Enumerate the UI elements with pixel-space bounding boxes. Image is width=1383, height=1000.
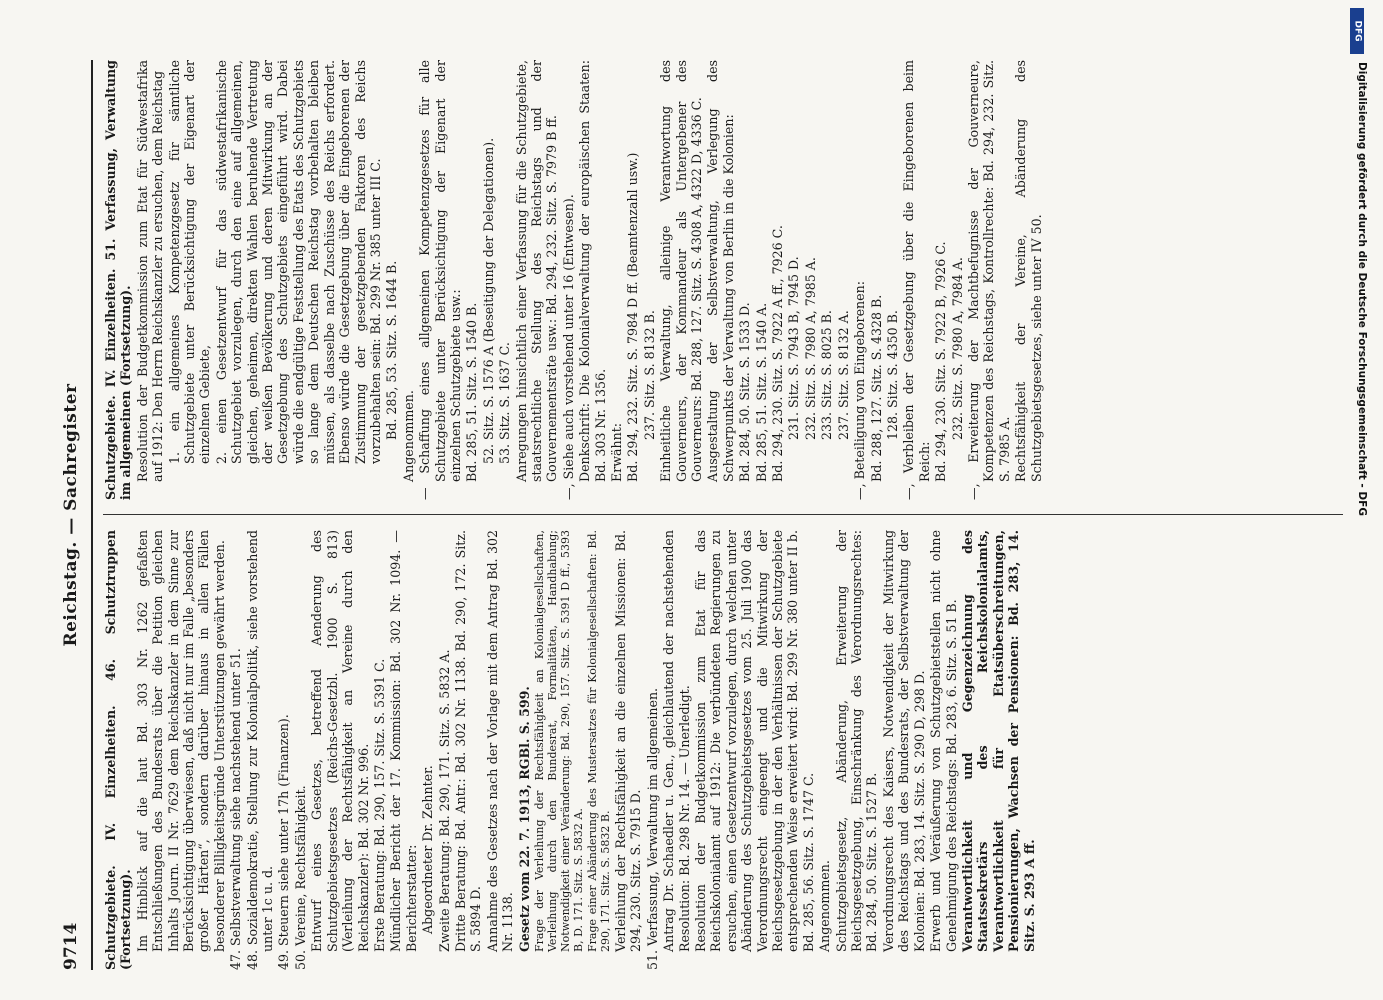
register-entry: 237. Sitz. S. 8132 B. [641,310,657,440]
left-column [103,530,1038,970]
register-entry: 2. einen Gesetzentwurf für das südwestafrikanische Schutzgebiet vorzulegen, durch den eine auf allgemeinen, gleichen, geheimen, direkten Wahlen beruhende Vertretung der weißen Bevölkerung und deren Mitwirkung an der Gesetzgebung des Schutzgebiets eingeführt wird. Dabei würde die endgültige Feststellung des Etats des Schutzgebiets so lange dem Deutschen Reichstag vorbehalten bleiben müssen, als dasselbe nach Zuschüsse des Reichs erfordert. Ebenso würde die Gesetzgebung über die Eingeborenen der Zustimmung der gesetzgebenden Faktoren des Reichs vorzubehalten sein: Bd. 299 Nr. 385 unter III C. [213,60,383,464]
register-entry: Anregungen hinsichtlich einer Verfassung für die Schutzgebiete, staatsrechtliche Stellung des Reichstags und der Gouvernementsräte usw.: Bd. 294, 232. Sitz. S. 7979 B ff. [513,60,560,482]
register-entry: Dritte Beratung: Bd. Antr.: Bd. 302 Nr. 1138. Bd. 290, 172. Sitz. S. 5894 D. [452,530,484,952]
register-entry: Verleihung der Rechtsfähigkeit an die einzelnen Missionen: Bd. 294, 230. Sitz. S. 7915 D. [612,530,644,952]
sidebar [1346,0,1383,1000]
register-entry: 53. Sitz. S. 1637 C. [497,342,513,464]
register-entry: Bd. 288, 127. Sitz. S. 4328 B. [868,294,884,482]
page-title: Reichstag. — Sachregister [61,383,81,647]
rotated-page-content [55,60,1365,970]
register-entry: Bd. 284, 50. Sitz. S. 1533 D. [737,302,753,482]
column-divider [103,514,1343,515]
register-entry: Schutzgebiete. IV. Einzelheiten. 51. Verfassung, Verwaltung im allgemeinen (Fortsetzung). [103,60,134,500]
register-entry: 1. ein allgemeines Kompetenzgesetz für sämtliche Schutzgebiete unter Berücksichtigung der Eigenart der einzelnen Gebiete, [166,60,213,464]
register-entry: Resolution der Budgetkommission zum Etat für Südwestafrika auf 1912: Den Herrn Reichskanzler zu ersuchen, dem Reichstag [134,60,166,482]
register-entry: —, Verbleiben der Gesetzgebung über die Eingeborenen beim Reich: [901,60,932,500]
register-entry: 232. Sitz. S. 7980 A, 7985 A. [802,257,818,440]
register-entry: Einheitliche Verwaltung, alleinige Verantwortung des Gouverneurs, der Kommandeur als Untergebener des Gouverneurs: Bd. 288, 127. Sitz. S. 4308 A, 4322 D, 4336 C. [658,60,705,482]
register-entry: Verantwortlichkeit und Gegenzeichnung des Staatssekretärs des Reichskolonialamts, Verantwortlichkeit für Etatsüberschreitungen, Pensionierungen, Wachsen der Pensionen: Bd. 283, 14. Sitz. S. 293 A ff. [959,530,1037,952]
register-entry: Mündlicher Bericht der 17. Kommission: Bd. 302 Nr. 1094. — Berichterstatter: [388,530,419,952]
right-column [103,60,1045,500]
register-entry: 48. Sozialdemokratie, Stellung zur Kolonialpolitik, siehe vorstehend unter 1c u. d. [244,530,276,970]
register-entry: 233. Sitz. S. 8025 B. [819,310,835,440]
register-entry: 52. Sitz. S. 1576 A (Beseitigung der Delegationen). [480,137,496,464]
register-entry: Erwerb und Veräußerung von Schutzgebietstellen nicht ohne Genehmigung des Reichstags: Bd. 283, 6. Sitz. S. 51 B. [928,530,959,952]
register-entry: Gesetz vom 22. 7. 1913, RGBl. S. 599. [516,686,532,952]
register-entry: Im Hinblick auf die laut Bd. 303 Nr. 1262 gefaßten Entschließungen des Bundesrats über die Petition gleichen Inhalts Journ. II Nr. 7629 dem Reichskanzler in dem Sinne zur Berücksichtigung überwiesen, daß nicht nur im Falle „besonders großer Härten“, sondern darüber hinaus in allen Fällen besonderer Billigkeitsgründe Unterstützungen gewährt werden. [134,530,227,952]
register-entry: Bd. 294, 230. Sitz. S. 7922 A ff., 7926 C. [770,225,786,482]
register-entry: —, Erweiterung der Machtbefugnisse der Gouverneure, Kompetenzen des Reichstags, Kontrollrechte: Bd. 294, 232. Sitz. S. 7985 A. [965,60,1012,500]
register-entry: Bd. 285, 51. Sitz. S. 1540 A. [753,302,769,482]
register-entry: Angenommen. [817,860,833,952]
register-entry: Entwurf eines Gesetzes, betreffend Aenderung des Schutzgebietsgesetzes (Reichs-Gesetzbl. 1900 S. 813) (Verleihung der Rechtsfähigkeit an Vereine durch den Reichskanzler): Bd. 302 Nr. 996. [309,530,371,952]
register-entry: —, Siehe auch vorstehend unter 16 (Entwesen). [560,194,576,500]
register-entry: Erwähnt: [609,422,624,482]
digitization-credit: Digitalisierung gefördert durch die Deutsche Forschungsgemeinschaft - DFG [1356,62,1368,516]
register-entry: Verordnungsrecht des Kaisers, Notwendigkeit der Mitwirkung des Reichstags und des Bundesrats, der Selbstverwaltung der Kolonien: Bd. 283, 14. Sitz. S. 290 D, 298 D. [880,530,927,952]
register-entry: 128. Sitz. S. 4350 B. [884,310,900,440]
dfg-logo: DFG [1350,8,1364,54]
page-header [55,60,95,970]
register-entry: Zweite Beratung: Bd. 290, 171. Sitz. S. 5832 A. [436,649,452,952]
register-entry: Bd. 294, 232. Sitz. S. 7984 D ff. (Beamtenzahl usw.) [625,152,641,482]
register-entry: — Schaffung eines allgemeinen Kompetenzgesetzes für alle Schutzgebiete unter Berücksichtigung der Eigenart der einzelnen Schutzgebiete usw.: [417,60,463,500]
register-entry: 47. Selbstverwaltung siehe nachstehend unter 51. [228,648,244,970]
header-rule [91,60,93,970]
register-entry: Antrag Dr. Schaedler u. Gen., gleichlautend der nachstehenden Resolution: Bd. 298 Nr. 14. — Unerledigt. [661,530,692,952]
register-entry: Annahme des Gesetzes nach der Vorlage mit dem Antrag Bd. 302 Nr. 1138. [484,530,516,952]
register-entry: Frage einer Abänderung des Mustersatzes für Kolonialgesellschaften: Bd. 290, 171. Sitz. S. 5832 B. [585,530,612,952]
register-entry: Erste Beratung: Bd. 290, 157. Sitz. S. 5391 C. [371,658,387,952]
register-entry: 237. Sitz. S. 8132 A. [835,310,851,440]
register-entry: 232. Sitz. S. 7980 A, 7984 A. [949,257,965,440]
register-entry: 49. Steuern siehe unter 17h (Finanzen). [276,714,292,970]
register-entry: Bd. 285, 51. Sitz. S. 1540 B. [464,302,480,482]
register-entry: Ausgestaltung der Selbstverwaltung, Verlegung des Schwerpunkts der Verwaltung von Berlin in die Kolonien: [705,60,736,482]
register-entry: —, Beteiligung von Eingeborenen: [852,281,868,500]
register-entry: Schutzgebietsgesetz, Abänderung, Erweiterung der Reichsgesetzgebung, Einschränkung des Verordnungsrechtes: Bd. 284, 50. Sitz. S. 1527 B. [833,530,880,952]
register-entry: Denkschrift: Die Kolonialverwaltung der europäischen Staaten: Bd. 303 Nr. 1356. [577,60,608,482]
register-entry: 50. Vereine, Rechtsfähigkeit. [292,785,308,970]
register-entry: Rechtsfähigkeit der Vereine, Abänderung des Schutzgebietsgesetzes, siehe unter IV 50. [1013,60,1044,482]
register-entry: Abgeordneter Dr. Zehnter. [420,765,436,934]
register-entry: 231. Sitz. S. 7943 B, 7945 D. [786,256,802,440]
register-entry: Frage der Verleihung der Rechtsfähigkeit an Kolonialgesellschaften, Verleihung durch den Bundesrat, Formalitäten, Handhabung; Notwendigkeit einer Veränderung: Bd. 290, 157. Sitz. S. 5391 D ff., 5393 B, D. 171. Sitz. S. 5832 A. [532,530,585,952]
register-entry: Bd. 285, 53. Sitz. S. 1644 B. [384,260,400,440]
register-entry: Schutzgebiete. IV. Einzelheiten. 46. Schutztruppen (Fortsetzung). [103,530,134,970]
register-entry: Angenommen. [400,390,416,482]
page-number: 9714 [61,922,81,970]
register-entry: Resolution der Budgetkommission zum Etat für das Reichskolonialamt auf 1912: Die verbündeten Regierungen zu ersuchen, einen Gesetzentwurf vorzulegen, durch welchen unter Abänderung des Schutzgebietsgesetzes vom 25. Juli 1900 das Verordnungsrecht eingeengt und die Mitwirkung der Reichsgesetzgebung in der den Verhältnissen der Schutzgebiete entsprechenden Weise erweitert wird: Bd. 299 Nr. 380 unter II b. Bd. 285, 56. Sitz. S. 1747 C. [693,530,816,952]
register-entry: 51. Verfassung, Verwaltung im allgemeinen. [644,687,660,970]
register-entry: Bd. 294, 230. Sitz. S. 7922 B, 7926 C. [933,241,949,482]
